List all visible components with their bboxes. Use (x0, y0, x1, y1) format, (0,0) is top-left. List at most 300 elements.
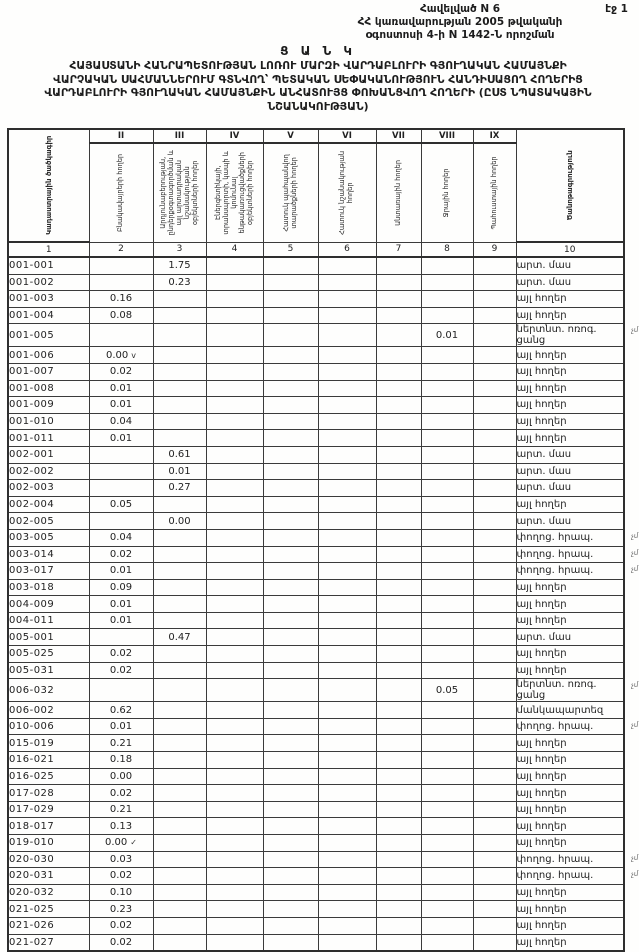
table-row-005-001 (8, 629, 624, 646)
value-col-5 (263, 818, 318, 835)
note-cell: այլ հողեր (516, 735, 624, 752)
value-col-8 (421, 307, 473, 324)
value-col-5 (263, 901, 318, 918)
value-col-2: 0.01 (89, 718, 153, 735)
value-col-6 (318, 430, 376, 447)
value-col-4 (206, 579, 263, 596)
value-col-8 (421, 884, 473, 901)
header-column-numbers (8, 242, 624, 257)
value-col-5 (263, 851, 318, 868)
value-col-2: 0.08 (89, 307, 153, 324)
value-col-8 (421, 579, 473, 596)
value-col-7 (376, 413, 421, 430)
value-col-4 (206, 257, 263, 274)
value-col-6 (318, 851, 376, 868)
table-row-003-014 (8, 546, 624, 563)
value-col-3: 0.47 (153, 629, 206, 646)
value-col-6 (318, 563, 376, 580)
handwritten-margin-mark: չմ (630, 680, 639, 690)
value-col-4 (206, 646, 263, 663)
value-col-3: 1.75 (153, 257, 206, 274)
value-col-5 (263, 646, 318, 663)
value-col-9 (473, 347, 516, 364)
header-roman-numerals (8, 129, 624, 143)
roman-numeral-col-6: VI (318, 129, 376, 143)
value-col-3: 0.23 (153, 274, 206, 291)
value-col-7 (376, 363, 421, 380)
document-title-line-2: ՎԱՐՉԱԿԱՆ ՍԱՀՄԱՆՆԵՐՈՒՄ ԳՏՆՎՈՂ՝ ՊԵՏԱԿԱՆ ՍԵՓԱԿԱՆՈՒԹՅՈՒՆ ՀԱՆԴԻՍԱՑՈՂ ՀՈՂԵՐԻՑ (53, 72, 583, 86)
value-col-3 (153, 801, 206, 818)
value-col-4 (206, 413, 263, 430)
value-col-5 (263, 768, 318, 785)
value-col-8 (421, 596, 473, 613)
table-row-001-001 (8, 257, 624, 274)
table-row-021-025 (8, 901, 624, 918)
table-row-016-025 (8, 768, 624, 785)
table-row-020-031 (8, 868, 624, 885)
value-col-9 (473, 430, 516, 447)
appendix-header (295, 3, 625, 42)
value-col-3 (153, 347, 206, 364)
cadastral-code: 005-025 (8, 646, 89, 663)
value-col-3 (153, 934, 206, 951)
handwritten-margin-mark: չմ (630, 869, 639, 879)
column-number-7: 7 (376, 242, 421, 257)
value-col-9 (473, 546, 516, 563)
value-col-4 (206, 785, 263, 802)
column-number-6: 6 (318, 242, 376, 257)
value-col-5 (263, 629, 318, 646)
value-col-3 (153, 785, 206, 802)
value-col-2 (89, 446, 153, 463)
value-col-4 (206, 934, 263, 951)
value-col-2 (89, 480, 153, 497)
value-col-5 (263, 496, 318, 513)
value-col-8: 0.01 (421, 324, 473, 347)
value-col-5 (263, 917, 318, 934)
table-row-017-028 (8, 785, 624, 802)
column-number-1: 1 (8, 242, 89, 257)
value-col-9 (473, 785, 516, 802)
value-col-9 (473, 768, 516, 785)
note-cell: փողոց. հրապ. չմ (516, 563, 624, 580)
table-row-005-031 (8, 662, 624, 679)
value-col-3: 0.01 (153, 463, 206, 480)
value-col-7 (376, 901, 421, 918)
value-col-5 (263, 884, 318, 901)
value-col-6 (318, 529, 376, 546)
note-cell: այլ հողեր (516, 768, 624, 785)
cadastral-code: 001-007 (8, 363, 89, 380)
value-col-9 (473, 901, 516, 918)
note-cell: այլ հողեր (516, 612, 624, 629)
value-col-7 (376, 430, 421, 447)
table-row-004-009 (8, 596, 624, 613)
value-col-8 (421, 768, 473, 785)
value-col-5 (263, 596, 318, 613)
cadastral-code: 016-021 (8, 752, 89, 769)
value-col-8 (421, 662, 473, 679)
value-col-6 (318, 347, 376, 364)
note-cell: այլ հողեր (516, 430, 624, 447)
value-col-5 (263, 785, 318, 802)
value-col-3 (153, 662, 206, 679)
value-col-8 (421, 612, 473, 629)
note-cell: ներտնտ. ոռոգ. ցանց չմ (516, 324, 639, 347)
value-col-6 (318, 785, 376, 802)
value-col-8 (421, 785, 473, 802)
value-col-2: 0.02 (89, 934, 153, 951)
appendix-line-1: Հավելված N 6 (419, 3, 501, 15)
note-cell: այլ հողեր (516, 934, 624, 951)
value-col-3 (153, 307, 206, 324)
table-row-006-032 (8, 679, 624, 702)
value-col-5 (263, 835, 318, 852)
note-cell: այլ հողեր (516, 347, 624, 364)
value-col-3 (153, 884, 206, 901)
value-col-4 (206, 752, 263, 769)
value-col-8 (421, 934, 473, 951)
value-col-5 (263, 801, 318, 818)
value-col-5 (263, 257, 318, 274)
cadastral-code: 002-005 (8, 513, 89, 530)
value-col-3 (153, 363, 206, 380)
value-col-8 (421, 380, 473, 397)
value-col-5 (263, 563, 318, 580)
value-col-6 (318, 662, 376, 679)
value-col-3 (153, 718, 206, 735)
value-col-3 (153, 579, 206, 596)
value-col-3 (153, 529, 206, 546)
value-col-9 (473, 363, 516, 380)
note-cell: փողոց. հրապ. չմ (516, 851, 624, 868)
col-header-6: Հատուկ նշանակության հողեր (318, 143, 376, 242)
value-col-7 (376, 546, 421, 563)
table-row-021-027 (8, 934, 624, 951)
handwritten-margin-mark: չմ (630, 564, 639, 574)
value-col-2: 0.01 (89, 430, 153, 447)
value-col-2 (89, 257, 153, 274)
value-col-3 (153, 612, 206, 629)
cadastral-code: 004-009 (8, 596, 89, 613)
column-number-5: 5 (263, 242, 318, 257)
value-col-8 (421, 291, 473, 308)
value-col-9 (473, 496, 516, 513)
cadastral-code: 002-003 (8, 480, 89, 497)
page-number: էջ 1 (605, 3, 628, 15)
value-col-6 (318, 934, 376, 951)
note-cell: այլ հողեր (516, 397, 624, 414)
table-row-001-005 (8, 324, 624, 347)
roman-numeral-col-9: IX (473, 129, 516, 143)
note-cell: փողոց. հրապ. չմ (516, 868, 624, 885)
value-col-7 (376, 851, 421, 868)
value-col-2 (89, 324, 153, 347)
table-row-016-021 (8, 752, 624, 769)
value-col-8 (421, 563, 473, 580)
cadastral-code: 003-018 (8, 579, 89, 596)
value-col-9 (473, 868, 516, 885)
value-col-2: 0.01 (89, 612, 153, 629)
value-col-8 (421, 835, 473, 852)
value-col-8 (421, 752, 473, 769)
value-col-4 (206, 430, 263, 447)
value-col-3: 0.27 (153, 480, 206, 497)
cadastral-code: 001-003 (8, 291, 89, 308)
value-col-8 (421, 801, 473, 818)
note-cell: արտ. մաս (516, 257, 624, 274)
cadastral-code: 019-010 (8, 835, 89, 852)
value-col-8 (421, 496, 473, 513)
doc-type-heading: Ց Ա Ն Կ (280, 44, 356, 58)
value-col-5 (263, 868, 318, 885)
value-col-7 (376, 801, 421, 818)
value-col-6 (318, 274, 376, 291)
cadastral-code: 006-032 (8, 679, 89, 702)
value-col-6 (318, 596, 376, 613)
cadastral-code: 001-006 (8, 347, 89, 364)
note-cell: արտ. մաս (516, 513, 624, 530)
cadastral-code: 021-026 (8, 917, 89, 934)
value-col-9 (473, 563, 516, 580)
value-col-9 (473, 752, 516, 769)
table-row-002-003 (8, 480, 624, 497)
value-col-3 (153, 851, 206, 868)
table-row-002-001 (8, 446, 624, 463)
value-col-2: 0.09 (89, 579, 153, 596)
roman-numeral-col-8: VIII (421, 129, 473, 143)
value-col-2: 0.04 (89, 413, 153, 430)
value-col-9 (473, 662, 516, 679)
note-cell: այլ հողեր (516, 818, 624, 835)
value-col-7 (376, 679, 421, 702)
note-cell: այլ հողեր (516, 291, 624, 308)
col-header-8: Ջրային հողեր (421, 143, 473, 242)
value-col-5 (263, 662, 318, 679)
note-cell: այլ հողեր (516, 785, 624, 802)
value-col-4 (206, 884, 263, 901)
cadastral-code: 015-019 (8, 735, 89, 752)
table-row-001-004 (8, 307, 624, 324)
value-col-6 (318, 801, 376, 818)
table-row-003-005 (8, 529, 624, 546)
note-cell: այլ հողեր (516, 496, 624, 513)
value-col-4 (206, 291, 263, 308)
document-title-line-1: ՀԱՅԱՍՏԱՆԻ ՀԱՆՐԱՊԵՏՈՒԹՅԱՆ ԼՈՌՈՒ ՄԱՐԶԻ ՎԱՐԴԱԲԼՈՒՐԻ ԳՅՈՒՂԱԿԱՆ ՀԱՄԱՅՆՔԻ (69, 59, 567, 72)
value-col-8 (421, 413, 473, 430)
roman-numeral-col-3: III (153, 129, 206, 143)
value-col-2: 0.23 (89, 901, 153, 918)
value-col-5 (263, 307, 318, 324)
value-col-9 (473, 718, 516, 735)
value-col-2 (89, 679, 153, 702)
value-col-8 (421, 529, 473, 546)
value-col-3 (153, 752, 206, 769)
value-col-8 (421, 868, 473, 885)
document-title-line-3: ՎԱՐԴԱԲԼՈՒՐԻ ԳՅՈՒՂԱԿԱՆ ՀԱՄԱՅՆՔԻՆ ԱՆՀԱՏՈՒՅՑ ՓՈԽԱՆՑՎՈՂ ՀՈՂԵՐԻ (ԸՍՏ ՆՊԱՏԱԿԱՅԻՆ (44, 86, 592, 99)
value-col-4 (206, 801, 263, 818)
value-col-7 (376, 646, 421, 663)
value-col-8 (421, 917, 473, 934)
value-col-2: 0.01 (89, 563, 153, 580)
value-col-3 (153, 324, 206, 347)
value-col-5 (263, 347, 318, 364)
value-col-3 (153, 735, 206, 752)
value-col-6 (318, 752, 376, 769)
value-col-5 (263, 718, 318, 735)
value-col-6 (318, 718, 376, 735)
cadastral-code: 001-011 (8, 430, 89, 447)
value-col-7 (376, 579, 421, 596)
value-col-9 (473, 413, 516, 430)
table-row-002-002 (8, 463, 624, 480)
handwritten-margin-mark: չմ (630, 531, 639, 541)
value-col-3 (153, 917, 206, 934)
value-col-4 (206, 363, 263, 380)
col-header-cadastral-code: Կադաստրային ծածկագիր (8, 129, 89, 242)
value-col-5 (263, 480, 318, 497)
value-col-9 (473, 629, 516, 646)
table-row-017-029 (8, 801, 624, 818)
value-col-4 (206, 496, 263, 513)
col-header-4: Էներգետիկայի, տրանսպորտի, կապի և կոմունալ ենթակառուցվածքների օբյեկտների հողեր (206, 143, 263, 242)
value-col-7 (376, 274, 421, 291)
value-col-8 (421, 430, 473, 447)
appendix-line-2: ՀՀ կառավարության 2005 թվականի (357, 16, 563, 28)
value-col-2: 0.62 (89, 702, 153, 719)
value-col-6 (318, 768, 376, 785)
table-row-018-017 (8, 818, 624, 835)
cadastral-code: 020-030 (8, 851, 89, 868)
cadastral-code: 017-029 (8, 801, 89, 818)
value-col-2: 0.02 (89, 662, 153, 679)
value-col-2: 0.02 (89, 646, 153, 663)
value-col-2: 0.05 (89, 496, 153, 513)
value-col-2: 0.18 (89, 752, 153, 769)
value-col-2: 0.16 (89, 291, 153, 308)
value-col-4 (206, 463, 263, 480)
value-col-9 (473, 463, 516, 480)
value-col-4 (206, 529, 263, 546)
value-col-5 (263, 529, 318, 546)
cadastral-code: 003-005 (8, 529, 89, 546)
table-row-020-030 (8, 851, 624, 868)
value-col-7 (376, 307, 421, 324)
table-row-002-005 (8, 513, 624, 530)
value-col-4 (206, 324, 263, 347)
value-col-5 (263, 546, 318, 563)
value-col-2: 0.04 (89, 529, 153, 546)
value-col-5 (263, 513, 318, 530)
value-col-5 (263, 397, 318, 414)
note-cell: այլ հողեր (516, 646, 624, 663)
value-col-7 (376, 818, 421, 835)
roman-numeral-col-7: VII (376, 129, 421, 143)
cadastral-code: 016-025 (8, 768, 89, 785)
value-col-8 (421, 901, 473, 918)
value-col-2: 0.21 (89, 735, 153, 752)
value-col-6 (318, 629, 376, 646)
value-col-2: 0.00 (89, 768, 153, 785)
value-col-9 (473, 307, 516, 324)
table-row-001-011 (8, 430, 624, 447)
value-col-4 (206, 901, 263, 918)
value-col-2: 0.03 (89, 851, 153, 868)
value-col-9 (473, 801, 516, 818)
value-col-8 (421, 735, 473, 752)
value-col-5 (263, 934, 318, 951)
note-cell: արտ. մաս (516, 446, 624, 463)
cadastral-code: 002-004 (8, 496, 89, 513)
value-col-4 (206, 596, 263, 613)
value-col-6 (318, 835, 376, 852)
value-col-8 (421, 397, 473, 414)
roman-numeral-col-2: II (89, 129, 153, 143)
note-cell: այլ հողեր (516, 307, 624, 324)
value-col-3 (153, 380, 206, 397)
table-row-003-017 (8, 563, 624, 580)
col-header-5: Հատուկ պահպանվող տարածքների հողեր (263, 143, 318, 242)
value-col-4 (206, 868, 263, 885)
table-row-001-008 (8, 380, 624, 397)
value-col-7 (376, 785, 421, 802)
value-col-9 (473, 529, 516, 546)
value-col-9 (473, 291, 516, 308)
value-col-6 (318, 901, 376, 918)
note-cell: այլ հողեր (516, 901, 624, 918)
value-col-2: 0.02 (89, 917, 153, 934)
table-row-002-004 (8, 496, 624, 513)
value-col-6 (318, 397, 376, 414)
note-cell: այլ հողեր (516, 363, 624, 380)
col-header-7: Անտառային հողեր (376, 143, 421, 242)
value-col-7 (376, 596, 421, 613)
value-col-3 (153, 702, 206, 719)
value-col-2: 0.21 (89, 801, 153, 818)
value-col-9 (473, 446, 516, 463)
column-number-3: 3 (153, 242, 206, 257)
column-number-10: 10 (516, 242, 624, 257)
value-col-7 (376, 529, 421, 546)
value-col-8 (421, 629, 473, 646)
note-cell: արտ. մաս (516, 629, 624, 646)
note-cell: այլ հողեր (516, 413, 624, 430)
value-col-2: 0.02 (89, 363, 153, 380)
handwritten-margin-mark: չմ (630, 853, 639, 863)
column-number-2: 2 (89, 242, 153, 257)
value-col-7 (376, 662, 421, 679)
value-col-3: 0.00 (153, 513, 206, 530)
table-row-001-007 (8, 363, 624, 380)
note-cell: այլ հողեր (516, 596, 624, 613)
value-col-2: 0.02 (89, 785, 153, 802)
value-col-3 (153, 901, 206, 918)
value-col-8 (421, 718, 473, 735)
value-col-9 (473, 380, 516, 397)
value-col-6 (318, 413, 376, 430)
value-col-7 (376, 917, 421, 934)
value-col-6 (318, 496, 376, 513)
cadastral-code: 001-010 (8, 413, 89, 430)
value-col-4 (206, 513, 263, 530)
value-col-9 (473, 679, 516, 702)
cadastral-code: 006-002 (8, 702, 89, 719)
value-col-7 (376, 735, 421, 752)
table-row-020-032 (8, 884, 624, 901)
value-col-6 (318, 612, 376, 629)
value-col-7 (376, 752, 421, 769)
value-col-7 (376, 629, 421, 646)
